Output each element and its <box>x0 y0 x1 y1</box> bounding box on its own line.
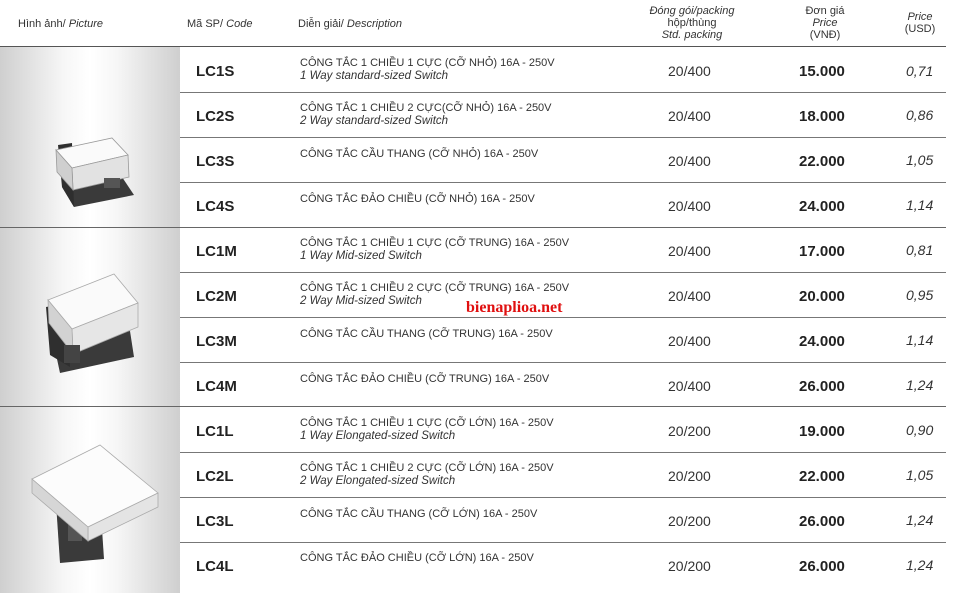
header-packing <box>632 5 752 41</box>
product-code: LC2L <box>196 468 234 485</box>
header-packing-l2: hộp/thùng <box>667 17 717 29</box>
price-vnd-value: 20.000 <box>799 288 845 305</box>
description-vi: CÔNG TẮC 1 CHIỀU 1 CỰC (CỠ TRUNG) 16A - 250V <box>300 237 570 249</box>
header-price-vnd-l2: Price <box>812 17 838 29</box>
description-vi: CÔNG TẮC 1 CHIỀU 2 CỰC(CỠ NHỎ) 16A - 250V <box>300 102 552 114</box>
price-vnd-value: 22.000 <box>799 153 845 170</box>
product-code: LC1S <box>196 63 235 80</box>
header-price-vnd-l1: Đơn giá <box>805 5 845 17</box>
price-usd-value: 1,24 <box>906 557 934 573</box>
header-packing-l3: Std. packing <box>661 29 723 41</box>
group-divider-1 <box>0 227 946 228</box>
packing-value: 20/200 <box>668 513 711 529</box>
packing-value: 20/400 <box>668 243 711 259</box>
product-code: LC4S <box>196 198 235 215</box>
header-code <box>187 18 252 30</box>
description-vi: CÔNG TẮC 1 CHIỀU 1 CỰC (CỠ LỚN) 16A - 250V <box>300 417 554 429</box>
packing-value: 20/200 <box>668 423 711 439</box>
price-usd-value: 0,71 <box>906 63 934 79</box>
header-picture-vi: Hình ảnh/ <box>18 18 66 30</box>
header-code-en: Code <box>223 18 253 30</box>
row-divider <box>180 92 946 93</box>
header-description-vi: Diễn giải/ <box>298 18 344 30</box>
product-code: LC4L <box>196 558 234 575</box>
price-vnd-value: 26.000 <box>799 513 845 530</box>
description-en: 1 Way Elongated-sized Switch <box>300 430 456 442</box>
group-divider-2 <box>0 406 946 407</box>
description-vi: CÔNG TẮC CẦU THANG (CỠ LỚN) 16A - 250V <box>300 508 538 520</box>
product-code: LC1M <box>196 243 237 260</box>
row-divider <box>180 362 946 363</box>
product-code: LC2M <box>196 288 237 305</box>
description-vi: CÔNG TẮC CẦU THANG (CỠ TRUNG) 16A - 250V <box>300 328 553 340</box>
packing-value: 20/200 <box>668 558 711 574</box>
description-en: 2 Way Mid-sized Switch <box>300 295 422 307</box>
header-price-vnd-l3: (VNĐ) <box>809 29 841 41</box>
header-price-usd-l1: Price <box>907 11 933 23</box>
table-header <box>0 0 957 47</box>
row-divider <box>180 542 946 543</box>
row-divider <box>180 182 946 183</box>
description-vi: CÔNG TẮC 1 CHIỀU 1 CỰC (CỠ NHỎ) 16A - 250V <box>300 57 555 69</box>
packing-value: 20/400 <box>668 108 711 124</box>
product-code: LC3L <box>196 513 234 530</box>
picture-cell-small <box>0 47 180 227</box>
price-usd-value: 0,86 <box>906 107 934 123</box>
price-usd-value: 1,24 <box>906 377 934 393</box>
description-vi: CÔNG TẮC ĐẢO CHIỀU (CỠ LỚN) 16A - 250V <box>300 552 534 564</box>
medium-switch-image <box>0 227 180 407</box>
header-price-vnd <box>785 5 865 41</box>
packing-value: 20/200 <box>668 468 711 484</box>
description-vi: CÔNG TẮC 1 CHIỀU 2 CỰC (CỠ TRUNG) 16A - 250V <box>300 282 570 294</box>
header-price-usd <box>895 11 945 35</box>
product-code: LC2S <box>196 108 235 125</box>
header-description <box>298 18 402 30</box>
header-price-usd-l2: (USD) <box>904 23 936 35</box>
price-vnd-value: 26.000 <box>799 558 845 575</box>
small-switch-image <box>0 47 180 227</box>
product-code: LC4M <box>196 378 237 395</box>
row-divider <box>180 272 946 273</box>
packing-value: 20/400 <box>668 63 711 79</box>
price-vnd-value: 19.000 <box>799 423 845 440</box>
price-vnd-value: 22.000 <box>799 468 845 485</box>
price-vnd-value: 18.000 <box>799 108 845 125</box>
description-vi: CÔNG TẮC ĐẢO CHIỀU (CỠ TRUNG) 16A - 250V <box>300 373 550 385</box>
header-packing-l1: Đóng gói/packing <box>649 5 735 17</box>
description-vi: CÔNG TẮC 1 CHIỀU 2 CỰC (CỠ LỚN) 16A - 250V <box>300 462 554 474</box>
header-description-en: Description <box>343 18 402 30</box>
price-usd-value: 0,90 <box>906 422 934 438</box>
packing-value: 20/400 <box>668 333 711 349</box>
price-vnd-value: 24.000 <box>799 333 845 350</box>
price-usd-value: 1,24 <box>906 512 934 528</box>
picture-cell-large <box>0 407 180 593</box>
watermark-text: bienaplioa.net <box>466 299 563 316</box>
price-usd-value: 1,14 <box>906 197 934 213</box>
description-en: 1 Way standard-sized Switch <box>300 70 449 82</box>
product-code: LC3M <box>196 333 237 350</box>
product-code: LC1L <box>196 423 234 440</box>
description-vi: CÔNG TẮC CẦU THANG (CỠ NHỎ) 16A - 250V <box>300 148 539 160</box>
price-usd-value: 1,14 <box>906 332 934 348</box>
description-vi: CÔNG TẮC ĐẢO CHIỀU (CỠ NHỎ) 16A - 250V <box>300 193 535 205</box>
description-en: 2 Way Elongated-sized Switch <box>300 475 456 487</box>
header-picture <box>18 18 103 30</box>
price-vnd-value: 26.000 <box>799 378 845 395</box>
row-divider <box>180 317 946 318</box>
price-vnd-value: 24.000 <box>799 198 845 215</box>
row-divider <box>180 497 946 498</box>
description-en: 2 Way standard-sized Switch <box>300 115 449 127</box>
header-picture-en: Picture <box>65 18 103 30</box>
description-en: 1 Way Mid-sized Switch <box>300 250 422 262</box>
price-usd-value: 0,81 <box>906 242 934 258</box>
large-switch-image <box>0 407 180 593</box>
price-usd-value: 0,95 <box>906 287 934 303</box>
price-usd-value: 1,05 <box>906 152 934 168</box>
row-divider <box>180 452 946 453</box>
packing-value: 20/400 <box>668 378 711 394</box>
picture-cell-medium <box>0 227 180 407</box>
product-code: LC3S <box>196 153 235 170</box>
price-vnd-value: 15.000 <box>799 63 845 80</box>
price-vnd-value: 17.000 <box>799 243 845 260</box>
price-usd-value: 1,05 <box>906 467 934 483</box>
packing-value: 20/400 <box>668 198 711 214</box>
row-divider <box>180 137 946 138</box>
packing-value: 20/400 <box>668 153 711 169</box>
header-code-vi: Mã SP/ <box>187 18 224 30</box>
packing-value: 20/400 <box>668 288 711 304</box>
